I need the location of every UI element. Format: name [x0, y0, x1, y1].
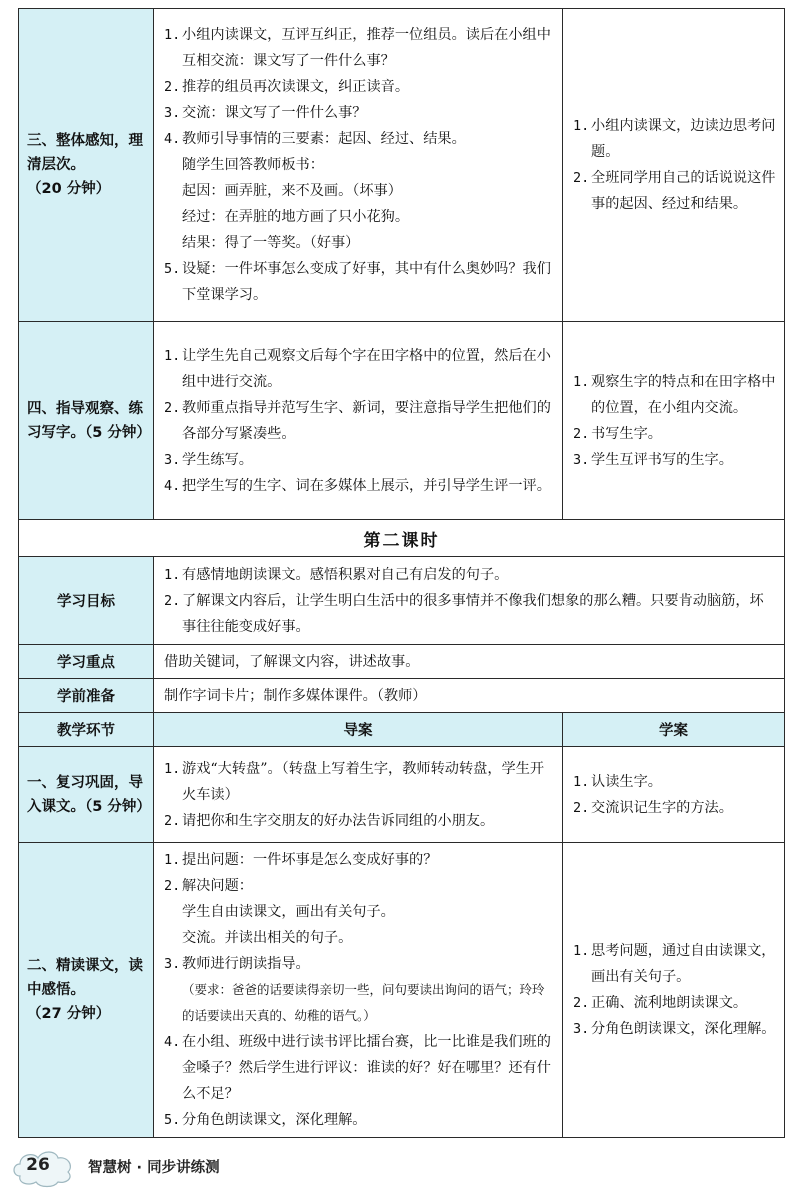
focus-row — [19, 645, 785, 679]
guide-cell: 1. 让学生先自己观察文后每个字在田字格中的位置，然后在小组中进行交流。 2. 教师重点指导并范写生字、新词，要注意指导学生把他们的各部分写紧凑些。 3. 学生练写。 4. 把学生写的生字、词在多媒体上展示，并引导学生评一评。 — [154, 322, 563, 520]
step-label: 四、指导观察、练 习写字。（5 分钟） — [19, 322, 154, 520]
focus-label: 学习重点 — [19, 645, 154, 679]
header-study: 学案 — [563, 713, 785, 747]
goals-label: 学习目标 — [19, 557, 154, 645]
study-cell: 1. 小组内读课文，边读边思考问题。 2. 全班同学用自己的话说说这件事的起因、经过和结果。 — [563, 9, 785, 322]
guide-cell: 1. 提出问题：一件坏事是怎么变成好事的？ 2. 解决问题： 学生自由读课文，画出有关句子。 交流。并读出相关的句子。 3. 教师进行朗读指导。 （要求：爸爸的话要读得亲切一些，问句要读出询问的语气；玲玲的话要读出天真的、幼稚的语气。） 4. 在小组、班级中进行读书评比擂台赛，比一比谁是我们班的金嗓子？然后学生进行评议：谁读的好？好在哪里？还有什么不足？ 5. 分角色朗读课文，深化理解。 — [154, 843, 563, 1138]
guide-cell: 1. 游戏“大转盘”。（转盘上写着生字，教师转动转盘，学生开火车读） 2. 请把你和生字交朋友的好办法告诉同组的小朋友。 — [154, 747, 563, 843]
step-label: 二、精读课文，读 中感悟。 （27 分钟） — [19, 843, 154, 1138]
focus-text: 借助关键词，了解课文内容，讲述故事。 — [154, 645, 785, 679]
page-number: 26 — [26, 1155, 50, 1175]
session-title: 第二课时 — [19, 520, 785, 557]
goals-row — [19, 557, 785, 645]
prep-row — [19, 679, 785, 713]
table-row — [19, 9, 785, 322]
table-row — [19, 747, 785, 843]
header-step: 教学环节 — [19, 713, 154, 747]
table-row — [19, 843, 785, 1138]
goals-cell: 1. 有感情地朗读课文。感悟积累对自己有启发的句子。 2. 了解课文内容后，让学生明白生活中的很多事情并不像我们想象的那么糟。只要肯动脑筋，坏事往往能变成好事。 — [154, 557, 785, 645]
prep-label: 学前准备 — [19, 679, 154, 713]
step-label: 一、复习巩固，导 入课文。（5 分钟） — [19, 747, 154, 843]
guide-cell: 1. 小组内读课文，互评互纠正，推荐一位组员。读后在小组中互相交流：课文写了一件什么事？ 2. 推荐的组员再次读课文，纠正读音。 3. 交流：课文写了一件什么事？ 4. 教师引导事情的三要素：起因、经过、结果。 随学生回答教师板书： 起因：画弄脏，来不及画。（坏事） 经过：在弄脏的地方画了只小花狗。 结果：得了一等奖。（好事） 5. 设疑：一件坏事怎么变成了好事，其中有什么奥妙吗？我们下堂课学习。 — [154, 9, 563, 322]
footer-brand: 智慧树 · 同步讲练测 — [88, 1160, 220, 1176]
study-cell: 1. 思考问题，通过自由读课文，画出有关句子。 2. 正确、流利地朗读课文。 3. 分角色朗读课文，深化理解。 — [563, 843, 785, 1138]
lesson-plan-table — [18, 8, 785, 1138]
study-cell: 1. 认读生字。 2. 交流识记生字的方法。 — [563, 747, 785, 843]
session-row — [19, 520, 785, 557]
prep-text: 制作字词卡片；制作多媒体课件。（教师） — [154, 679, 785, 713]
header-row — [19, 713, 785, 747]
study-cell: 1. 观察生字的特点和在田字格中的位置，在小组内交流。 2. 书写生字。 3. 学生互评书写的生字。 — [563, 322, 785, 520]
step-label: 三、整体感知，理 清层次。 （20 分钟） — [19, 9, 154, 322]
table-row — [19, 322, 785, 520]
header-guide: 导案 — [154, 713, 563, 747]
